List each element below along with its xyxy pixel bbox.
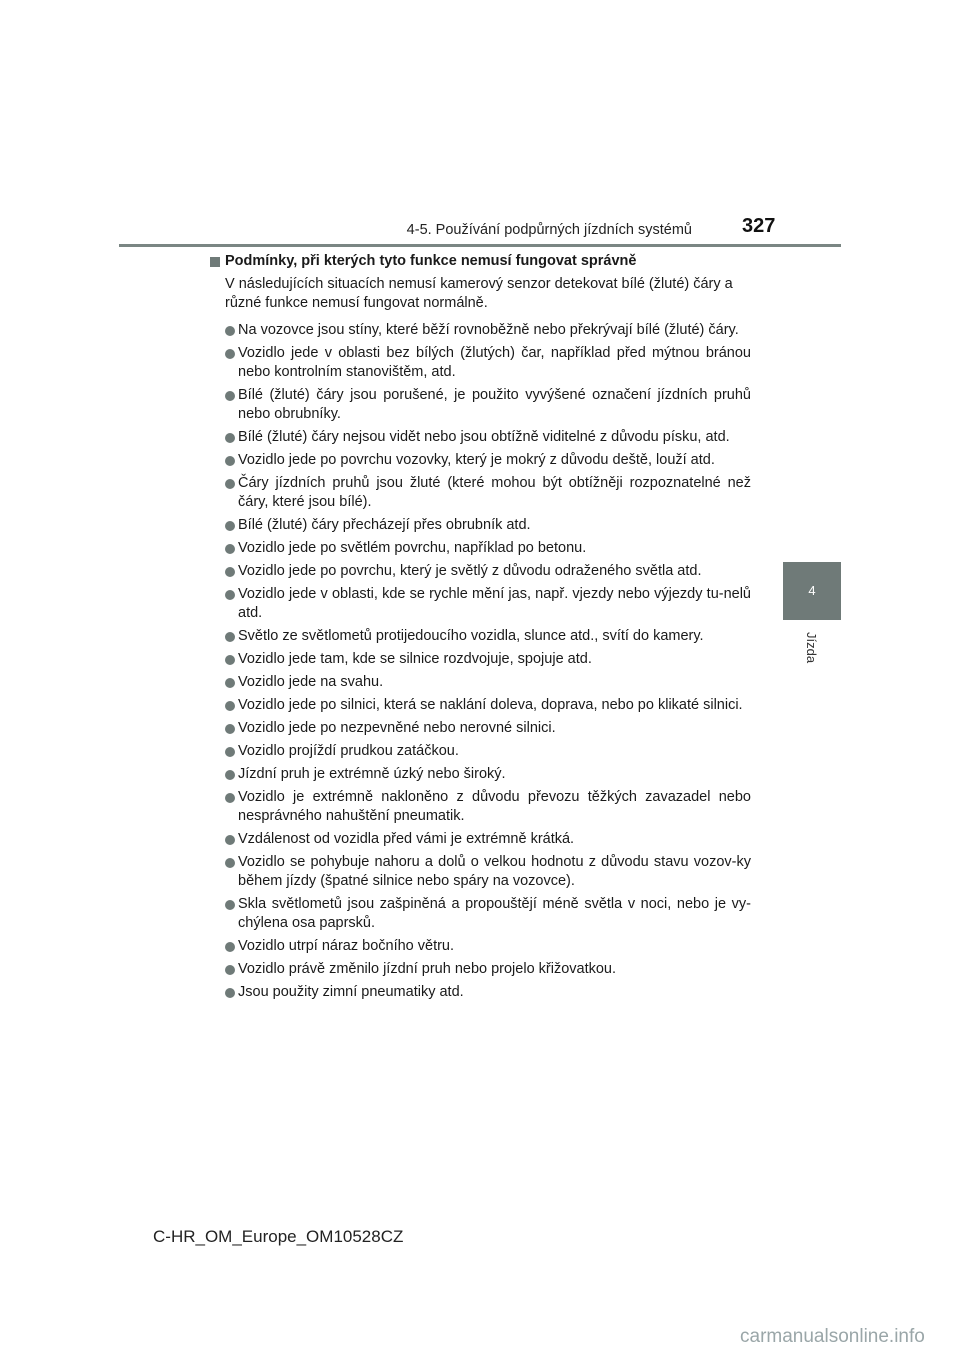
chapter-label xyxy=(783,628,841,678)
list-item xyxy=(209,788,751,826)
list-item-text: Na vozovce jsou stíny, které běží rovnoběžně nebo překrývají bílé (žluté) čáry. xyxy=(238,322,739,338)
chapter-tab xyxy=(783,562,841,620)
circle-bullet-icon xyxy=(225,479,235,489)
list-item xyxy=(209,830,751,849)
list-item xyxy=(209,474,751,512)
circle-bullet-icon xyxy=(225,965,235,975)
list-item-text: Bílé (žluté) čáry jsou porušené, je použito vyvýšené označení jízdních pruhů nebo obrubníky. xyxy=(238,387,751,422)
list-item xyxy=(209,650,751,669)
circle-bullet-icon xyxy=(225,632,235,642)
circle-bullet-icon xyxy=(225,858,235,868)
list-item-text: Vozidlo jede v oblasti bez bílých (žlutých) čar, například před mýtnou bránou nebo kontrolním stanovištěm, atd. xyxy=(238,345,751,380)
list-item xyxy=(209,344,751,382)
list-item xyxy=(209,960,751,979)
list-item-text: Vozidlo jede na svahu. xyxy=(238,674,384,690)
list-item-text: Vozidlo jede tam, kde se silnice rozdvojuje, spojuje atd. xyxy=(238,651,592,667)
circle-bullet-icon xyxy=(225,900,235,910)
list-item xyxy=(209,983,751,1002)
header-divider xyxy=(119,244,841,247)
circle-bullet-icon xyxy=(225,747,235,757)
list-item-text: Vozidlo se pohybuje nahoru a dolů o velkou hodnotu z důvodu stavu vozov-ky během jízdy (špatné silnice nebo spáry na vozovce). xyxy=(238,854,751,889)
list-item-text: Vozidlo je extrémně nakloněno z důvodu převozu těžkých zavazadel nebo nesprávného nahuštění pneumatik. xyxy=(238,789,751,824)
chapter-label-text: Jízda xyxy=(804,632,819,664)
list-item-text: Světlo ze světlometů protijedoucího vozidla, slunce atd., svítí do kamery. xyxy=(238,628,704,644)
list-item-text: Vozidlo jede po nezpevněné nebo nerovné silnici. xyxy=(238,720,556,736)
watermark: carmanualsonline.info xyxy=(740,1326,925,1347)
list-item xyxy=(209,742,751,761)
circle-bullet-icon xyxy=(225,942,235,952)
list-item-text: Vozidlo právě změnilo jízdní pruh nebo projelo křižovatkou. xyxy=(238,961,617,977)
list-item xyxy=(209,585,751,623)
header-section-title: 4-5. Používání podpůrných jízdních systémů xyxy=(406,222,692,238)
list-item-text: Vozidlo projíždí prudkou zatáčkou. xyxy=(238,743,459,759)
list-item-text: Vzdálenost od vozidla před vámi je extrémně krátká. xyxy=(238,831,575,847)
square-bullet-icon xyxy=(210,257,220,267)
condition-list xyxy=(209,321,751,1002)
list-item-text: Vozidlo jede po světlém povrchu, například po betonu. xyxy=(238,540,587,556)
circle-bullet-icon xyxy=(225,701,235,711)
list-item-text: Skla světlometů jsou zašpiněná a propouštějí méně světla v noci, nebo je vy-chýlena osa paprsků. xyxy=(238,896,751,931)
list-item-text: Čáry jízdních pruhů jsou žluté (které mohou být obtížněji rozpoznatelné než čáry, které jsou bílé). xyxy=(238,475,751,510)
chapter-number: 4 xyxy=(808,583,816,598)
list-item xyxy=(209,386,751,424)
list-item-text: Vozidlo jede po povrchu vozovky, který je mokrý z důvodu deště, louží atd. xyxy=(238,452,715,468)
circle-bullet-icon xyxy=(225,793,235,803)
list-item xyxy=(209,516,751,535)
circle-bullet-icon xyxy=(225,567,235,577)
circle-bullet-icon xyxy=(225,655,235,665)
document-code: C-HR_OM_Europe_OM10528CZ xyxy=(153,1227,404,1246)
circle-bullet-icon xyxy=(225,456,235,466)
circle-bullet-icon xyxy=(225,391,235,401)
list-item xyxy=(209,673,751,692)
circle-bullet-icon xyxy=(225,988,235,998)
list-item-text: Jsou použity zimní pneumatiky atd. xyxy=(238,984,464,1000)
list-item xyxy=(209,451,751,470)
circle-bullet-icon xyxy=(225,326,235,336)
list-item xyxy=(209,321,751,340)
list-item xyxy=(209,428,751,447)
list-item xyxy=(209,539,751,558)
list-item-text: Vozidlo jede po povrchu, který je světlý z důvodu odraženého světla atd. xyxy=(238,563,702,579)
list-item-text: Jízdní pruh je extrémně úzký nebo široký. xyxy=(238,766,506,782)
circle-bullet-icon xyxy=(225,678,235,688)
list-item xyxy=(209,627,751,646)
list-item-text: Vozidlo utrpí náraz bočního větru. xyxy=(238,938,455,954)
list-item xyxy=(209,719,751,738)
list-item-text: Bílé (žluté) čáry přecházejí přes obrubník atd. xyxy=(238,517,531,533)
circle-bullet-icon xyxy=(225,521,235,531)
circle-bullet-icon xyxy=(225,590,235,600)
main-content xyxy=(209,252,751,1006)
list-item xyxy=(209,895,751,933)
list-item xyxy=(209,562,751,581)
list-item-text: Bílé (žluté) čáry nejsou vidět nebo jsou obtížně viditelné z důvodu písku, atd. xyxy=(238,429,730,445)
circle-bullet-icon xyxy=(225,835,235,845)
section-heading xyxy=(209,252,751,271)
section-intro: V následujících situacích nemusí kamerový senzor detekovat bílé (žluté) čáry a různé funkce nemusí fungovat normálně. xyxy=(225,276,733,311)
list-item xyxy=(209,765,751,784)
circle-bullet-icon xyxy=(225,433,235,443)
circle-bullet-icon xyxy=(225,724,235,734)
page-number: 327 xyxy=(742,215,776,237)
list-item-text: Vozidlo jede po silnici, která se naklání doleva, doprava, nebo po klikaté silnici. xyxy=(238,697,743,713)
section-heading-text: Podmínky, při kterých tyto funkce nemusí fungovat správně xyxy=(225,253,637,269)
list-item xyxy=(209,853,751,891)
circle-bullet-icon xyxy=(225,770,235,780)
list-item xyxy=(209,937,751,956)
circle-bullet-icon xyxy=(225,349,235,359)
list-item xyxy=(209,696,751,715)
circle-bullet-icon xyxy=(225,544,235,554)
list-item-text: Vozidlo jede v oblasti, kde se rychle mění jas, např. vjezdy nebo výjezdy tu-nelů atd. xyxy=(238,586,751,621)
